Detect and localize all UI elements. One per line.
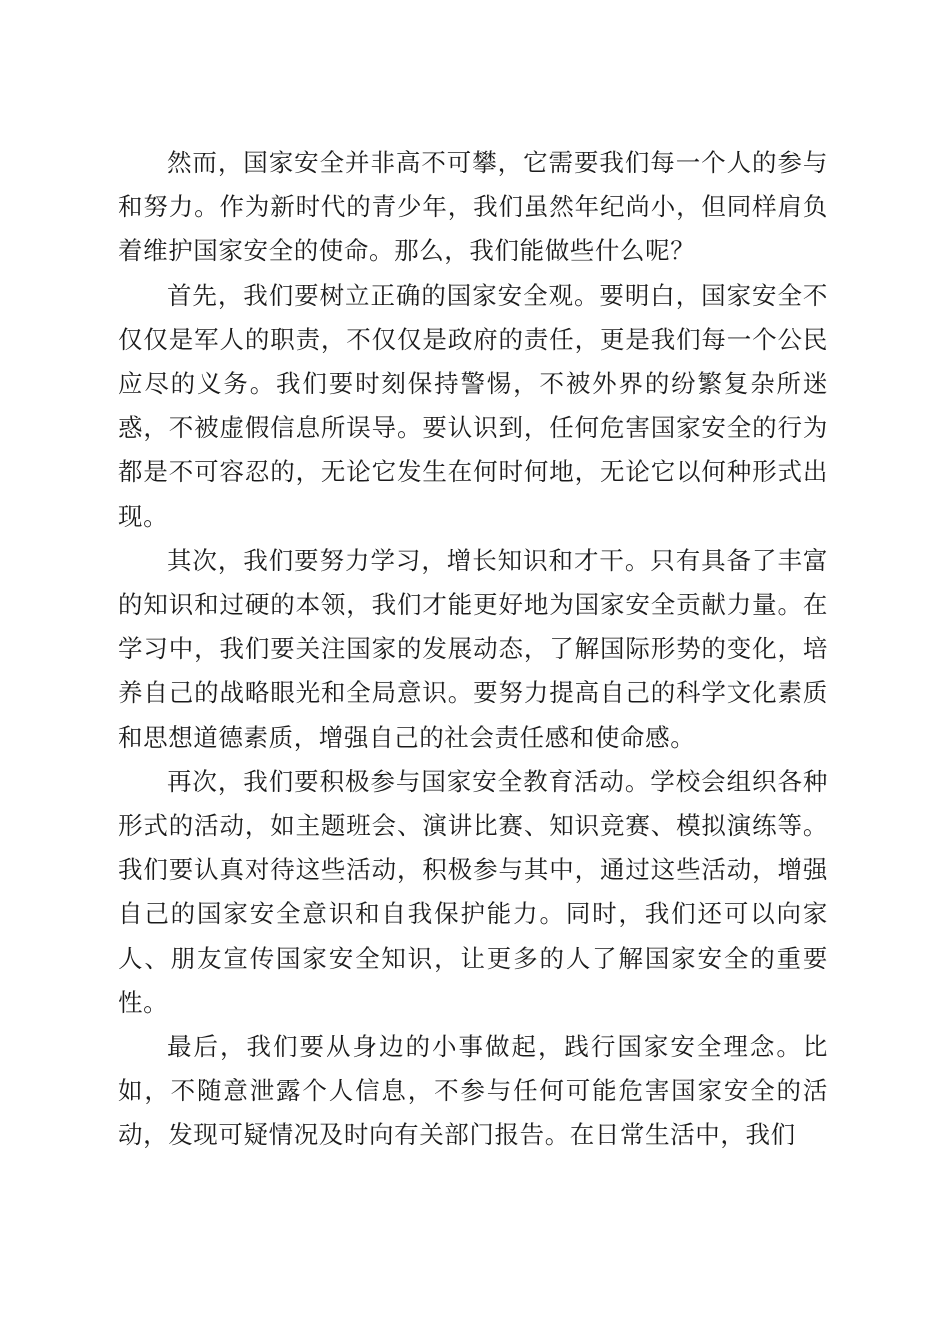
paragraph-4: 再次，我们要积极参与国家安全教育活动。学校会组织各种形式的活动，如主题班会、演讲比赛、知识竞赛、模拟演练等。我们要认真对待这些活动，积极参与其中，通过这些活动，增强自己的国家安全意识和自我保护能力。同时，我们还可以向家人、朋友宣传国家安全知识，让更多的人了解国家安全的重要性。 [118, 766, 828, 1017]
document-body [118, 141, 828, 1158]
paragraph-2: 首先，我们要树立正确的国家安全观。要明白，国家安全不仅仅是军人的职责，不仅仅是政府的责任，更是我们每一个公民应尽的义务。我们要时刻保持警惕，不被外界的纷繁复杂所迷惑，不被虚假信息所误导。要认识到，任何危害国家安全的行为都是不可容忍的，无论它发生在何时何地，无论它以何种形式出现。 [118, 280, 828, 531]
paragraph-1: 然而，国家安全并非高不可攀，它需要我们每一个人的参与和努力。作为新时代的青少年，我们虽然年纪尚小，但同样肩负着维护国家安全的使命。那么，我们能做些什么呢？ [118, 148, 828, 266]
paragraph-3: 其次，我们要努力学习，增长知识和才干。只有具备了丰富的知识和过硬的本领，我们才能更好地为国家安全贡献力量。在学习中，我们要关注国家的发展动态，了解国际形势的变化，培养自己的战略眼光和全局意识。要努力提高自己的科学文化素质和思想道德素质，增强自己的社会责任感和使命感。 [118, 545, 828, 752]
paragraph-5: 最后，我们要从身边的小事做起，践行国家安全理念。比如，不随意泄露个人信息，不参与任何可能危害国家安全的活动，发现可疑情况及时向有关部门报告。在日常生活中，我们 [118, 1032, 828, 1150]
